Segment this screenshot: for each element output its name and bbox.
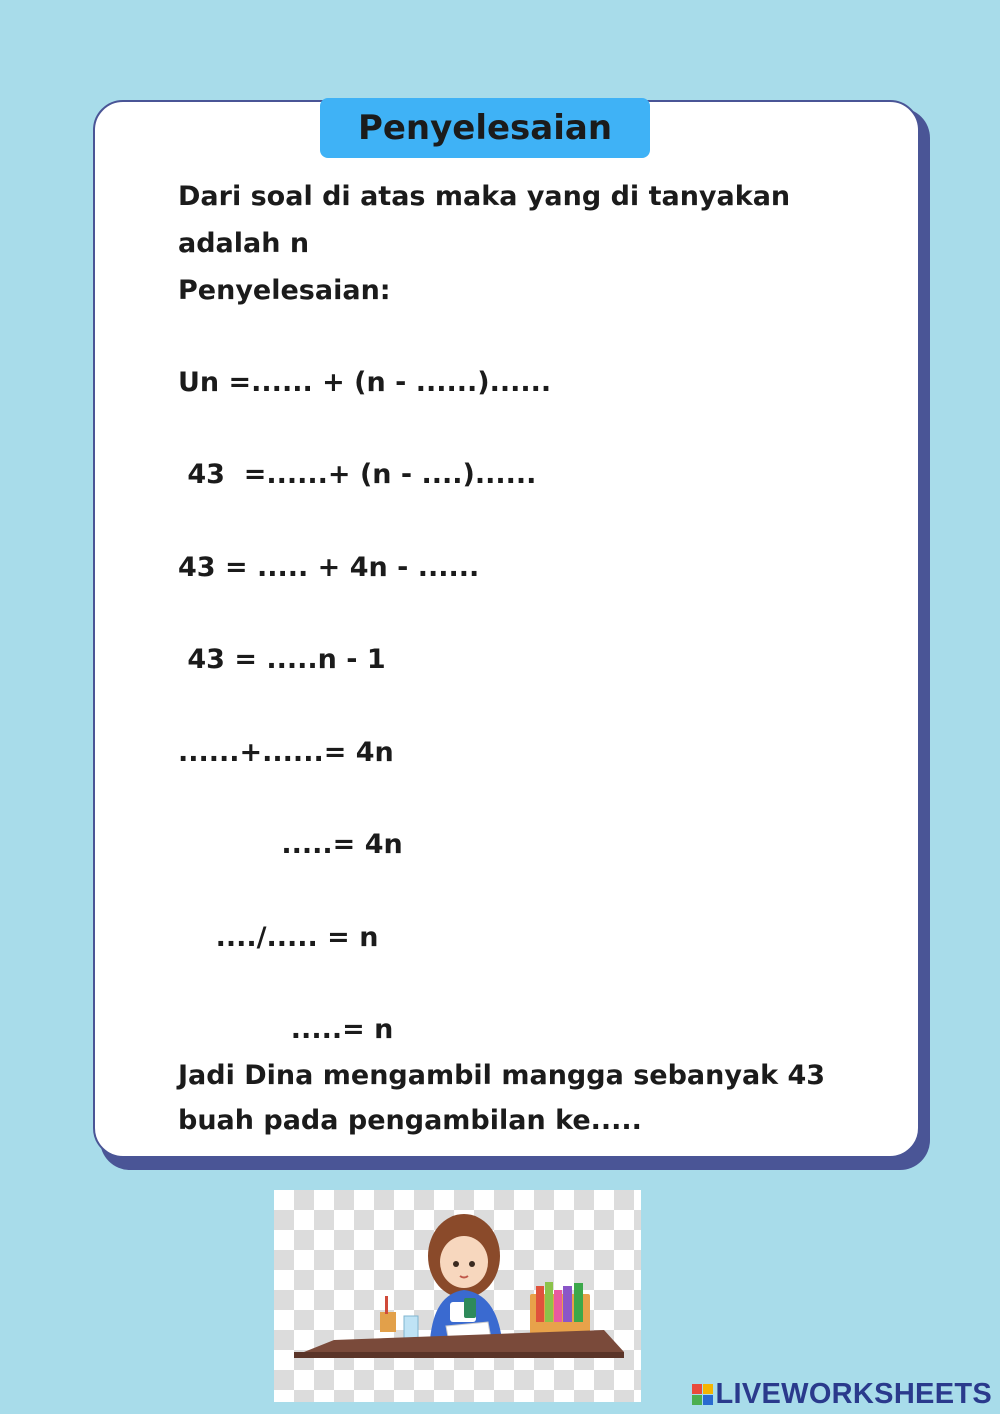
step-line-5: .....= 4n <box>178 829 403 860</box>
title-tab <box>320 98 650 158</box>
conclusion-line-2: buah pada pengambilan ke..... <box>178 1105 642 1136</box>
solution-label: Penyelesaian: <box>178 275 391 306</box>
step-line-1: 43 =......+ (n - ....)...... <box>178 459 537 490</box>
brand-logo <box>692 1378 993 1411</box>
page-title: Penyelesaian <box>357 108 613 148</box>
step-line-7: .....= n <box>178 1014 394 1045</box>
student-desk-illustration <box>274 1190 641 1402</box>
step-line-4: ......+......= 4n <box>178 737 394 768</box>
formula-line: Un =...... + (n - ......)...... <box>178 367 552 398</box>
brand-mark-icon <box>692 1384 713 1405</box>
student-desk-icon <box>274 1190 641 1402</box>
conclusion-line-1: Jadi Dina mengambil mangga sebanyak 43 <box>178 1060 826 1091</box>
brand-name: LIVEWORKSHEETS <box>715 1378 992 1410</box>
step-line-3: 43 = .....n - 1 <box>178 644 386 675</box>
step-line-6: ..../..... = n <box>178 922 379 953</box>
step-line-2: 43 = ..... + 4n - ...... <box>178 552 480 583</box>
question-line-1: Dari soal di atas maka yang di tanyakan <box>178 181 791 212</box>
question-line-2: adalah n <box>178 228 310 259</box>
